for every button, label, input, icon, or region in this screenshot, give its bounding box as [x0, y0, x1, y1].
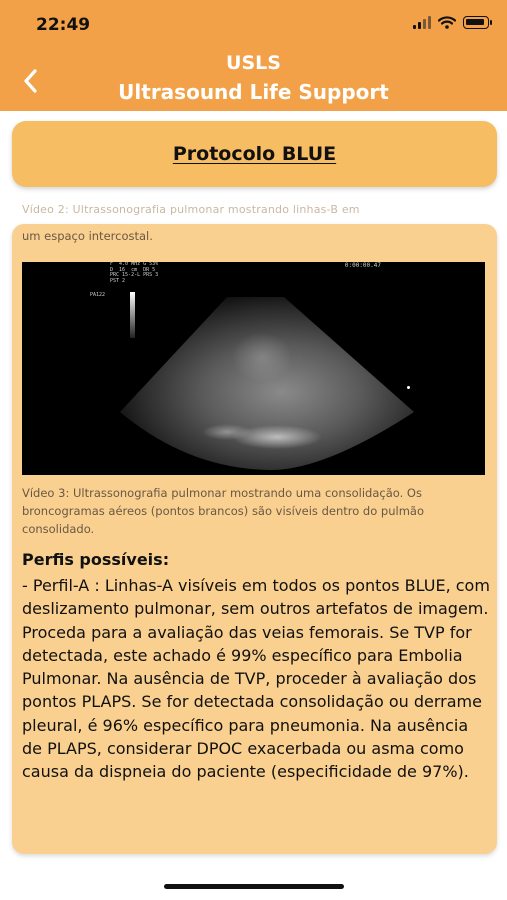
wifi-icon — [438, 16, 456, 29]
scrolled-text-fragment: Vídeo 2: Ultrassonografia pulmonar mostrando linhas-B em — [22, 203, 360, 216]
profile-a-description: - Perfil-A : Linhas-A visíveis em todos os pontos BLUE, com deslizamento pulmonar, sem outros artefatos de imagem. Proceda para a avaliação das veias femorais. Se TVP for detectada, este achado é 99% específico para Embolia Pulmonar. Na ausência de TVP, proceder à avaliação dos pontos PLAPS. Se for detectada consolidação ou derrame pleural, é 96% específico para pneumonia. Na ausência de PLAPS, considerar DPOC exacerbada ou asma como causa da dispneia do paciente (especificidade de 97%). — [22, 576, 490, 782]
ultrasound-settings-text: F 4.0 MHz G 53% D 16 cm DR 5 PRC 15-2-L PRS 3 PST 2 — [110, 262, 159, 284]
section-title: Protocolo BLUE — [172, 143, 337, 165]
profiles-heading: Perfis possíveis: — [22, 550, 170, 569]
grayscale-bar — [130, 292, 135, 338]
ultrasound-preset-label: PA122 — [90, 292, 106, 298]
section-card — [12, 121, 497, 187]
ultrasound-video[interactable] — [22, 262, 485, 475]
depth-marker — [407, 386, 410, 389]
content-card — [12, 224, 497, 854]
app-title-full: Ultrasound Life Support — [118, 80, 389, 104]
status-icons — [413, 16, 489, 29]
app-header — [0, 0, 507, 111]
app-title-short: USLS — [226, 52, 281, 74]
video-caption-previous: um espaço intercostal. — [22, 229, 153, 243]
video-caption: Vídeo 3: Ultrassonografia pulmonar mostrando uma consolidação. Os broncogramas aéreos (pontos brancos) são visíveis dentro do pulmão consolidado. — [22, 486, 424, 536]
ultrasound-timestamp: 0:00:00.47 — [344, 262, 381, 269]
cellular-signal-icon — [413, 16, 431, 29]
status-time: 22:49 — [36, 15, 91, 35]
home-indicator[interactable] — [164, 884, 344, 889]
battery-icon — [463, 16, 489, 29]
